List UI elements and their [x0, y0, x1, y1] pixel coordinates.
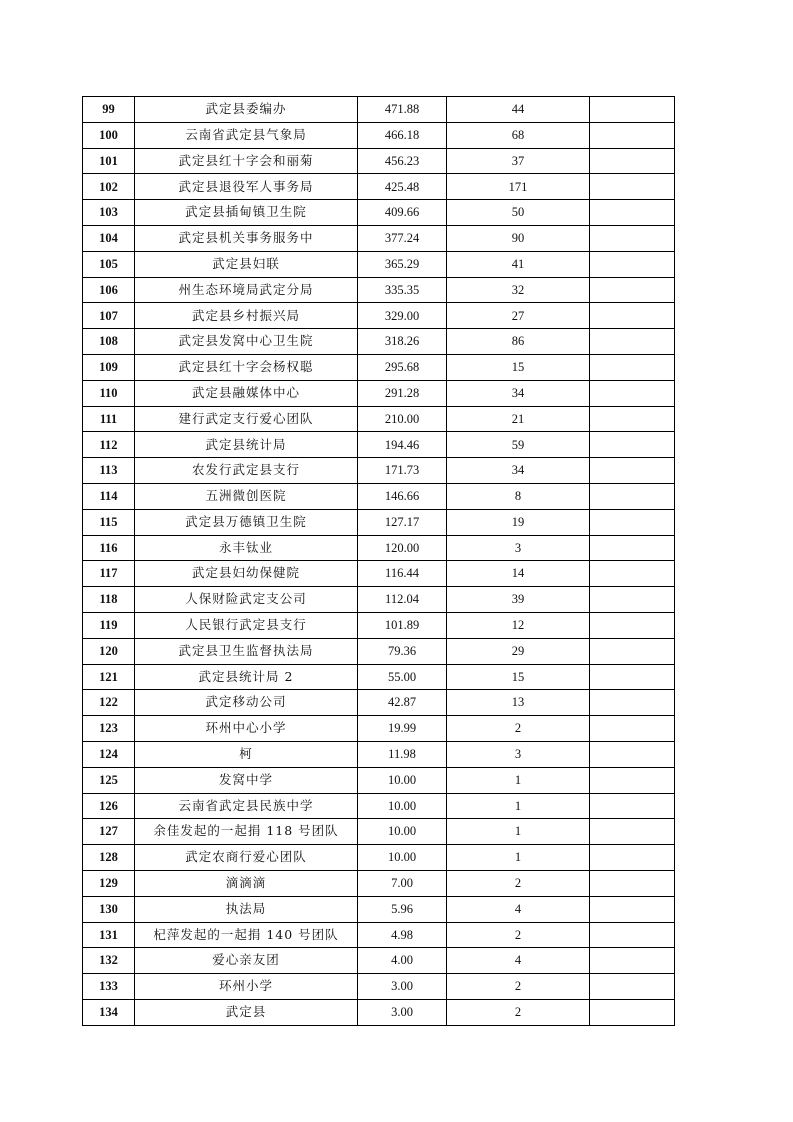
organization-name-cell: 滴滴滴 [135, 870, 358, 896]
table-row [83, 174, 675, 200]
organization-name-cell: 武定县红十字会杨权聪 [135, 354, 358, 380]
note-cell [590, 329, 675, 355]
amount-cell: 425.48 [358, 174, 447, 200]
organization-name-cell: 环州中心小学 [135, 716, 358, 742]
count-cell: 86 [447, 329, 590, 355]
amount-cell: 120.00 [358, 535, 447, 561]
organization-name-cell: 建行武定支行爱心团队 [135, 406, 358, 432]
note-cell [590, 974, 675, 1000]
note-cell [590, 509, 675, 535]
note-cell [590, 793, 675, 819]
organization-name-cell: 柯 [135, 741, 358, 767]
amount-cell: 329.00 [358, 303, 447, 329]
count-cell: 3 [447, 741, 590, 767]
count-cell: 15 [447, 354, 590, 380]
row-number-cell: 134 [83, 999, 135, 1025]
organization-name-cell: 武定县妇幼保健院 [135, 561, 358, 587]
count-cell: 21 [447, 406, 590, 432]
count-cell: 41 [447, 251, 590, 277]
table-row [83, 406, 675, 432]
row-number-cell: 123 [83, 716, 135, 742]
note-cell [590, 432, 675, 458]
row-number-cell: 130 [83, 896, 135, 922]
count-cell: 14 [447, 561, 590, 587]
count-cell: 8 [447, 483, 590, 509]
row-number-cell: 126 [83, 793, 135, 819]
row-number-cell: 124 [83, 741, 135, 767]
table-row [83, 380, 675, 406]
table-row [83, 999, 675, 1025]
amount-cell: 112.04 [358, 587, 447, 613]
amount-cell: 127.17 [358, 509, 447, 535]
note-cell [590, 638, 675, 664]
count-cell: 37 [447, 148, 590, 174]
note-cell [590, 999, 675, 1025]
organization-name-cell: 武定县红十字会和丽菊 [135, 148, 358, 174]
note-cell [590, 174, 675, 200]
table-row [83, 587, 675, 613]
table-row [83, 664, 675, 690]
count-cell: 39 [447, 587, 590, 613]
row-number-cell: 102 [83, 174, 135, 200]
count-cell: 50 [447, 200, 590, 226]
table-row [83, 329, 675, 355]
table-row [83, 612, 675, 638]
organization-name-cell: 武定移动公司 [135, 690, 358, 716]
row-number-cell: 101 [83, 148, 135, 174]
count-cell: 2 [447, 999, 590, 1025]
amount-cell: 146.66 [358, 483, 447, 509]
amount-cell: 5.96 [358, 896, 447, 922]
row-number-cell: 127 [83, 819, 135, 845]
amount-cell: 116.44 [358, 561, 447, 587]
table-row [83, 819, 675, 845]
note-cell [590, 380, 675, 406]
note-cell [590, 148, 675, 174]
row-number-cell: 110 [83, 380, 135, 406]
table-row [83, 432, 675, 458]
amount-cell: 55.00 [358, 664, 447, 690]
organization-name-cell: 武定县乡村振兴局 [135, 303, 358, 329]
table-row [83, 303, 675, 329]
row-number-cell: 129 [83, 870, 135, 896]
count-cell: 1 [447, 845, 590, 871]
count-cell: 12 [447, 612, 590, 638]
amount-cell: 10.00 [358, 819, 447, 845]
donation-table-body [83, 97, 675, 1026]
organization-name-cell: 武定县发窝中心卫生院 [135, 329, 358, 355]
organization-name-cell: 永丰钛业 [135, 535, 358, 561]
amount-cell: 3.00 [358, 974, 447, 1000]
note-cell [590, 870, 675, 896]
note-cell [590, 251, 675, 277]
note-cell [590, 767, 675, 793]
amount-cell: 10.00 [358, 767, 447, 793]
row-number-cell: 106 [83, 277, 135, 303]
table-row [83, 870, 675, 896]
note-cell [590, 922, 675, 948]
amount-cell: 10.00 [358, 793, 447, 819]
row-number-cell: 117 [83, 561, 135, 587]
table-row [83, 251, 675, 277]
row-number-cell: 125 [83, 767, 135, 793]
row-number-cell: 105 [83, 251, 135, 277]
table-row [83, 741, 675, 767]
table-row [83, 896, 675, 922]
count-cell: 32 [447, 277, 590, 303]
table-row [83, 535, 675, 561]
amount-cell: 101.89 [358, 612, 447, 638]
amount-cell: 10.00 [358, 845, 447, 871]
row-number-cell: 113 [83, 458, 135, 484]
amount-cell: 79.36 [358, 638, 447, 664]
amount-cell: 210.00 [358, 406, 447, 432]
count-cell: 2 [447, 870, 590, 896]
count-cell: 1 [447, 819, 590, 845]
row-number-cell: 115 [83, 509, 135, 535]
table-row [83, 561, 675, 587]
amount-cell: 466.18 [358, 122, 447, 148]
count-cell: 1 [447, 767, 590, 793]
table-row [83, 200, 675, 226]
row-number-cell: 109 [83, 354, 135, 380]
amount-cell: 365.29 [358, 251, 447, 277]
count-cell: 1 [447, 793, 590, 819]
amount-cell: 291.28 [358, 380, 447, 406]
organization-name-cell: 武定农商行爱心团队 [135, 845, 358, 871]
count-cell: 15 [447, 664, 590, 690]
row-number-cell: 118 [83, 587, 135, 613]
note-cell [590, 97, 675, 123]
organization-name-cell: 武定县卫生监督执法局 [135, 638, 358, 664]
organization-name-cell: 武定县插甸镇卫生院 [135, 200, 358, 226]
organization-name-cell: 武定县统计局 [135, 432, 358, 458]
organization-name-cell: 武定县委编办 [135, 97, 358, 123]
organization-name-cell: 武定县万德镇卫生院 [135, 509, 358, 535]
amount-cell: 318.26 [358, 329, 447, 355]
note-cell [590, 664, 675, 690]
amount-cell: 194.46 [358, 432, 447, 458]
row-number-cell: 100 [83, 122, 135, 148]
amount-cell: 456.23 [358, 148, 447, 174]
note-cell [590, 277, 675, 303]
note-cell [590, 561, 675, 587]
organization-name-cell: 武定县退役军人事务局 [135, 174, 358, 200]
organization-name-cell: 武定县融媒体中心 [135, 380, 358, 406]
note-cell [590, 819, 675, 845]
row-number-cell: 122 [83, 690, 135, 716]
note-cell [590, 741, 675, 767]
note-cell [590, 225, 675, 251]
count-cell: 34 [447, 380, 590, 406]
count-cell: 171 [447, 174, 590, 200]
row-number-cell: 107 [83, 303, 135, 329]
row-number-cell: 99 [83, 97, 135, 123]
count-cell: 2 [447, 716, 590, 742]
organization-name-cell: 杞萍发起的一起捐 140 号团队 [135, 922, 358, 948]
table-row [83, 716, 675, 742]
table-row [83, 974, 675, 1000]
table-row [83, 690, 675, 716]
row-number-cell: 133 [83, 974, 135, 1000]
organization-name-cell: 人民银行武定县支行 [135, 612, 358, 638]
row-number-cell: 108 [83, 329, 135, 355]
organization-name-cell: 云南省武定县民族中学 [135, 793, 358, 819]
note-cell [590, 948, 675, 974]
table-row [83, 354, 675, 380]
table-row [83, 458, 675, 484]
table-row [83, 148, 675, 174]
row-number-cell: 103 [83, 200, 135, 226]
amount-cell: 7.00 [358, 870, 447, 896]
organization-name-cell: 武定县机关事务服务中 [135, 225, 358, 251]
count-cell: 4 [447, 896, 590, 922]
organization-name-cell: 执法局 [135, 896, 358, 922]
amount-cell: 409.66 [358, 200, 447, 226]
amount-cell: 295.68 [358, 354, 447, 380]
amount-cell: 377.24 [358, 225, 447, 251]
donation-table [82, 96, 675, 1026]
count-cell: 13 [447, 690, 590, 716]
note-cell [590, 716, 675, 742]
organization-name-cell: 武定县 [135, 999, 358, 1025]
amount-cell: 11.98 [358, 741, 447, 767]
row-number-cell: 132 [83, 948, 135, 974]
organization-name-cell: 发窝中学 [135, 767, 358, 793]
amount-cell: 3.00 [358, 999, 447, 1025]
row-number-cell: 114 [83, 483, 135, 509]
note-cell [590, 303, 675, 329]
table-row [83, 277, 675, 303]
count-cell: 3 [447, 535, 590, 561]
amount-cell: 171.73 [358, 458, 447, 484]
row-number-cell: 116 [83, 535, 135, 561]
table-row [83, 225, 675, 251]
count-cell: 19 [447, 509, 590, 535]
count-cell: 90 [447, 225, 590, 251]
count-cell: 29 [447, 638, 590, 664]
row-number-cell: 128 [83, 845, 135, 871]
table-row [83, 638, 675, 664]
row-number-cell: 111 [83, 406, 135, 432]
organization-name-cell: 爱心亲友团 [135, 948, 358, 974]
note-cell [590, 690, 675, 716]
amount-cell: 471.88 [358, 97, 447, 123]
note-cell [590, 354, 675, 380]
table-row [83, 793, 675, 819]
count-cell: 4 [447, 948, 590, 974]
amount-cell: 335.35 [358, 277, 447, 303]
amount-cell: 4.98 [358, 922, 447, 948]
amount-cell: 4.00 [358, 948, 447, 974]
row-number-cell: 121 [83, 664, 135, 690]
table-row [83, 483, 675, 509]
table-row [83, 509, 675, 535]
organization-name-cell: 人保财险武定支公司 [135, 587, 358, 613]
count-cell: 2 [447, 974, 590, 1000]
count-cell: 68 [447, 122, 590, 148]
organization-name-cell: 农发行武定县支行 [135, 458, 358, 484]
note-cell [590, 587, 675, 613]
note-cell [590, 122, 675, 148]
note-cell [590, 200, 675, 226]
count-cell: 59 [447, 432, 590, 458]
note-cell [590, 483, 675, 509]
note-cell [590, 406, 675, 432]
note-cell [590, 612, 675, 638]
amount-cell: 42.87 [358, 690, 447, 716]
note-cell [590, 458, 675, 484]
organization-name-cell: 武定县统计局 2 [135, 664, 358, 690]
organization-name-cell: 云南省武定县气象局 [135, 122, 358, 148]
row-number-cell: 104 [83, 225, 135, 251]
amount-cell: 19.99 [358, 716, 447, 742]
count-cell: 34 [447, 458, 590, 484]
count-cell: 27 [447, 303, 590, 329]
count-cell: 2 [447, 922, 590, 948]
organization-name-cell: 环州小学 [135, 974, 358, 1000]
row-number-cell: 131 [83, 922, 135, 948]
note-cell [590, 896, 675, 922]
table-row [83, 767, 675, 793]
organization-name-cell: 武定县妇联 [135, 251, 358, 277]
note-cell [590, 535, 675, 561]
row-number-cell: 112 [83, 432, 135, 458]
table-row [83, 948, 675, 974]
organization-name-cell: 五洲微创医院 [135, 483, 358, 509]
table-row [83, 922, 675, 948]
organization-name-cell: 余佳发起的一起捐 118 号团队 [135, 819, 358, 845]
table-row [83, 97, 675, 123]
table-row [83, 122, 675, 148]
row-number-cell: 119 [83, 612, 135, 638]
note-cell [590, 845, 675, 871]
row-number-cell: 120 [83, 638, 135, 664]
count-cell: 44 [447, 97, 590, 123]
organization-name-cell: 州生态环境局武定分局 [135, 277, 358, 303]
table-row [83, 845, 675, 871]
